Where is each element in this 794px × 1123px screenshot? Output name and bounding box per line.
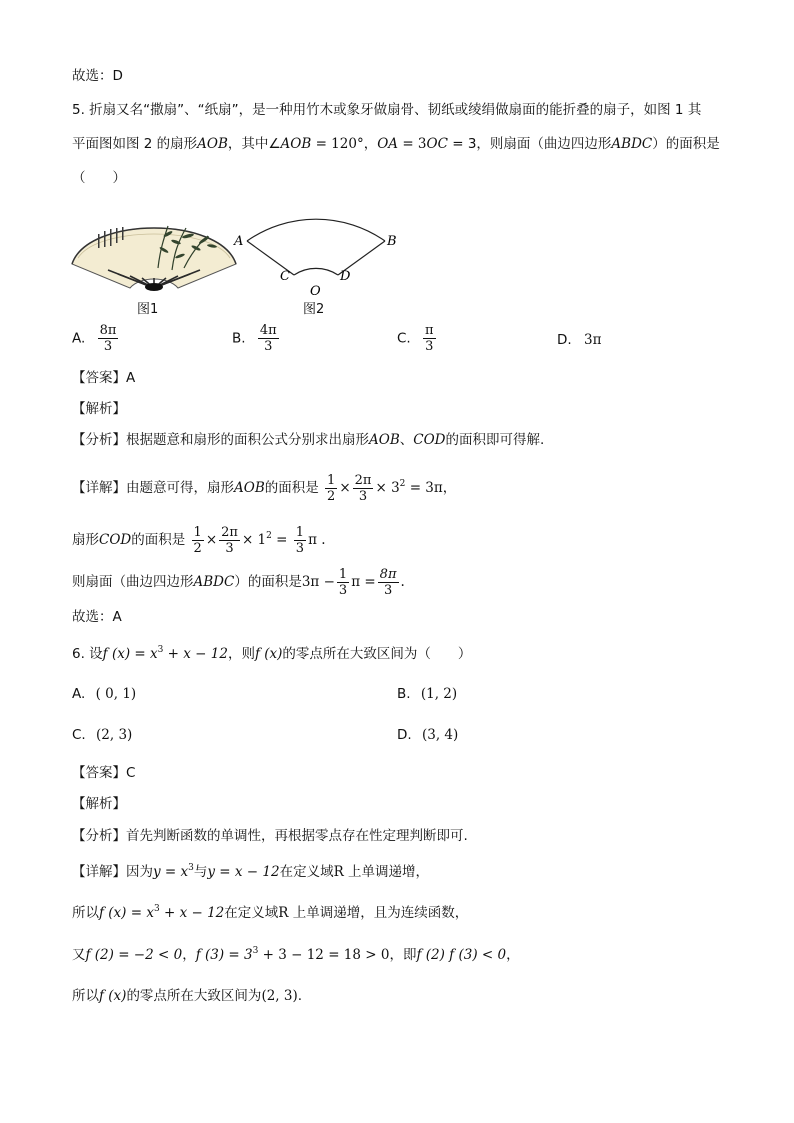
q5-answer-line: 【答案】A bbox=[72, 370, 136, 386]
figure-2-caption: 图2 bbox=[303, 302, 325, 317]
q6-option-b: B. (1, 2) bbox=[397, 686, 458, 702]
q5-option-b: B. $\frac{4\pi}{3}$ bbox=[232, 323, 277, 354]
fan-figure-1 bbox=[68, 198, 240, 294]
q5-xiangjie-line1: 【详解】由题意可得，扇形AOB的面积是 $\frac{1}{2}$ × $\frac{2\pi}{3}$ × $3^2 = 3\pi$， bbox=[72, 472, 457, 504]
q5-stem-line3: （ ） bbox=[72, 170, 126, 186]
q4-answer-line: 故选：D bbox=[72, 68, 123, 84]
q5-xiangjie-line2: 扇形COD的面积是 $\frac{1}{2}$ × $\frac{2\pi}{3}$ × $1^2$ = $\frac{1}{3}$ π . bbox=[72, 524, 326, 556]
label-O: O bbox=[310, 284, 321, 297]
q6-xiangjie-line4: 所以f (x)的零点所在大致区间为(2, 3). bbox=[72, 988, 303, 1004]
label-D: D bbox=[340, 269, 351, 284]
q6-answer-line: 【答案】C bbox=[72, 765, 136, 781]
q5-option-c: C. $\frac{\pi}{3}$ bbox=[397, 323, 434, 354]
q5-final: 故选：A bbox=[72, 609, 122, 625]
q5-stem-line2: 平面图如图 2 的扇形AOB，其中∠AOB = 120°，OA = 3OC = 3，则扇面（曲边四边形ABDC）的面积是 bbox=[72, 136, 720, 152]
label-C: C bbox=[280, 269, 290, 284]
q5-stem-line1: 5. 折扇又名“撒扇”、“纸扇”，是一种用竹木或象牙做扇骨、韧纸或绫绢做扇面的能折叠的扇子，如图 1 其 bbox=[72, 102, 702, 118]
q5-xiangjie-line3: 则扇面（曲边四边形ABDC）的面积是3π − $\frac{1}{3}$ π = $\frac{8\pi}{3}$ . bbox=[72, 566, 405, 598]
q5-option-a: A. $\frac{8\pi}{3}$ bbox=[72, 323, 117, 354]
q5-fenxi-line: 【分析】根据题意和扇形的面积公式分别求出扇形AOB、COD的面积即可得解. bbox=[72, 432, 545, 448]
figure-1-caption: 图1 bbox=[137, 302, 159, 317]
q6-fenxi-line: 【分析】首先判断函数的单调性，再根据零点存在性定理判断即可. bbox=[72, 828, 468, 844]
q6-option-a: A. ( 0, 1) bbox=[72, 686, 137, 702]
q6-xiangjie-line3: 又f (2) = −2 < 0，f $(3) = 3^3 + 3 - 12 = 18 > 0$，即f (2) f (3) < 0， bbox=[72, 946, 520, 963]
q6-xiangjie-line2: 所以f $(x) = x^3 + x - 12$在定义域R 上单调递增，且为连续函数， bbox=[72, 904, 469, 921]
sector-figure-2 bbox=[230, 195, 400, 297]
q6-option-d: D. (3, 4) bbox=[397, 727, 459, 743]
q6-xiangjie-line1: 【详解】因为$y = x^3$与y = x − 12在定义域R 上单调递增， bbox=[72, 863, 430, 880]
q6-analysis-tag: 【解析】 bbox=[72, 796, 126, 812]
q5-analysis-tag: 【解析】 bbox=[72, 401, 126, 417]
q6-stem: 6. 设f $(x) = x^3 + x - 12$，则f (x)的零点所在大致区间为（ ） bbox=[72, 645, 472, 662]
q6-option-c: C. (2, 3) bbox=[72, 727, 133, 743]
label-A: A bbox=[234, 234, 244, 249]
label-B: B bbox=[387, 234, 397, 249]
q5-option-d: D. 3π bbox=[557, 332, 602, 348]
